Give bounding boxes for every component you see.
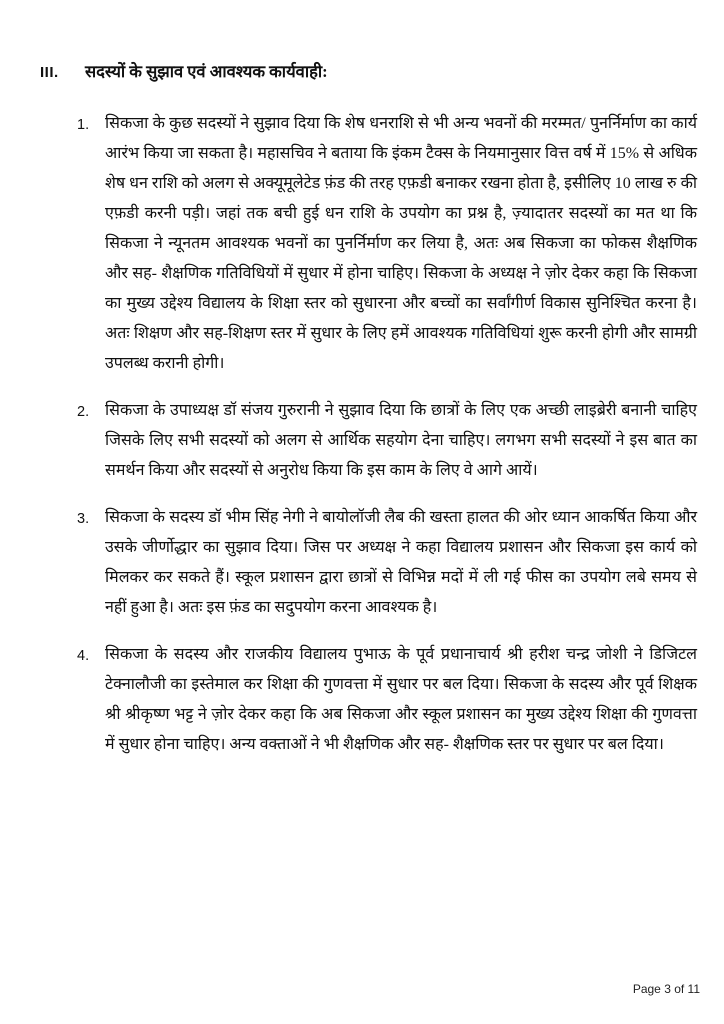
section-heading-text: सदस्यों के सुझाव एवं आवश्यक कार्यवाही: (85, 62, 328, 81)
section-numeral: III. (40, 64, 59, 81)
page-number-label: Page 3 of 11 (632, 982, 700, 996)
list-item-number: 2. (77, 404, 90, 420)
list-item-number: 4. (77, 648, 90, 664)
list-item-text: सिकजा के सदस्य डॉ भीम सिंह नेगी ने बायोलॉजी लैब की खस्ता हालत की ओर ध्यान आकर्षित किया और उसके जीर्णोद्धार का सुझाव दिया। जिस पर अध्यक्ष ने कहा विद्यालय प्रशासन और सिकजा इस कार्य को मिलकर कर सकते हैं। स्कूल प्रशासन द्वारा छात्रों से विभिन्न मदों में ली गई फीस का उपयोग लबे समय से नहीं हुआ है। अतः इस फ़ंड का सदुपयोग करना आवश्यक है। (105, 509, 697, 616)
list-item (40, 640, 697, 760)
section-heading (40, 60, 697, 85)
list-item-number: 3. (77, 511, 90, 527)
list-item (40, 396, 697, 486)
numbered-list (40, 109, 697, 760)
list-item (40, 109, 697, 379)
list-item-text: सिकजा के उपाध्यक्ष डॉ संजय गुरुरानी ने सुझाव दिया कि छात्रों के लिए एक अच्छी लाइब्रेरी बनानी चाहिए जिसके लिए सभी सदस्यों को अलग से आर्थिक सहयोग देना चाहिए। लगभग सभी सदस्यों ने इस बात का समर्थन किया और सदस्यों से अनुरोध किया कि इस काम के लिए वे आगे आयें। (105, 402, 697, 479)
list-item-text: सिकजा के कुछ सदस्यों ने सुझाव दिया कि शेष धनराशि से भी अन्य भवनों की मरम्मत/ पुनर्निर्माण का कार्य आरंभ किया जा सकता है। महासचिव ने बताया कि इंकम टैक्स के नियमानुसार वित्त वर्ष में 15% से अधिक शेष धन राशि को अलग से अक्यूमूलेटेड फ़ंड की तरह एफ़डी बनाकर रखना होता है, इसीलिए 10 लाख रु की एफ़डी करनी पड़ी। जहां तक बची हुई धन राशि के उपयोग का प्रश्न है, ज़्यादातर सदस्यों का मत था कि सिकजा ने न्यूनतम आवश्यक भवनों का पुनर्निर्माण कर लिया है, अतः अब सिकजा का फोकस शैक्षणिक और सह- शैक्षणिक गतिविधियों में सुधार में होना चाहिए। सिकजा के अध्यक्ष ने ज़ोर देकर कहा कि सिकजा का मुख्य उद्देश्य विद्यालय के शिक्षा स्तर को सुधारना और बच्चों का सर्वांगीर्ण विकास सुनिश्चित करना है। अतः शिक्षण और सह-शिक्षण स्तर में सुधार के लिए हमें आवश्यक गतिविधियां शुरू करनी होगी और सामग्री उपलब्ध करानी होगी। (105, 115, 697, 372)
list-item-number: 1. (77, 117, 90, 133)
list-item-text: सिकजा के सदस्य और राजकीय विद्यालय पुभाऊ के पूर्व प्रधानाचार्य श्री हरीश चन्द्र जोशी ने डिजिटल टेक्नालौजी का इस्तेमाल कर शिक्षा की गुणवत्ता में सुधार पर बल दिया। सिकजा के सदस्य और पूर्व शिक्षक श्री श्रीकृष्ण भट्ट ने ज़ोर देकर कहा कि अब सिकजा और स्कूल प्रशासन का मुख्य उद्देश्य शिक्षा की गुणवत्ता में सुधार होना चाहिए। अन्य वक्ताओं ने भी शैक्षणिक और सह- शैक्षणिक स्तर पर सुधार पर बल दिया। (105, 646, 697, 753)
list-item (40, 503, 697, 623)
